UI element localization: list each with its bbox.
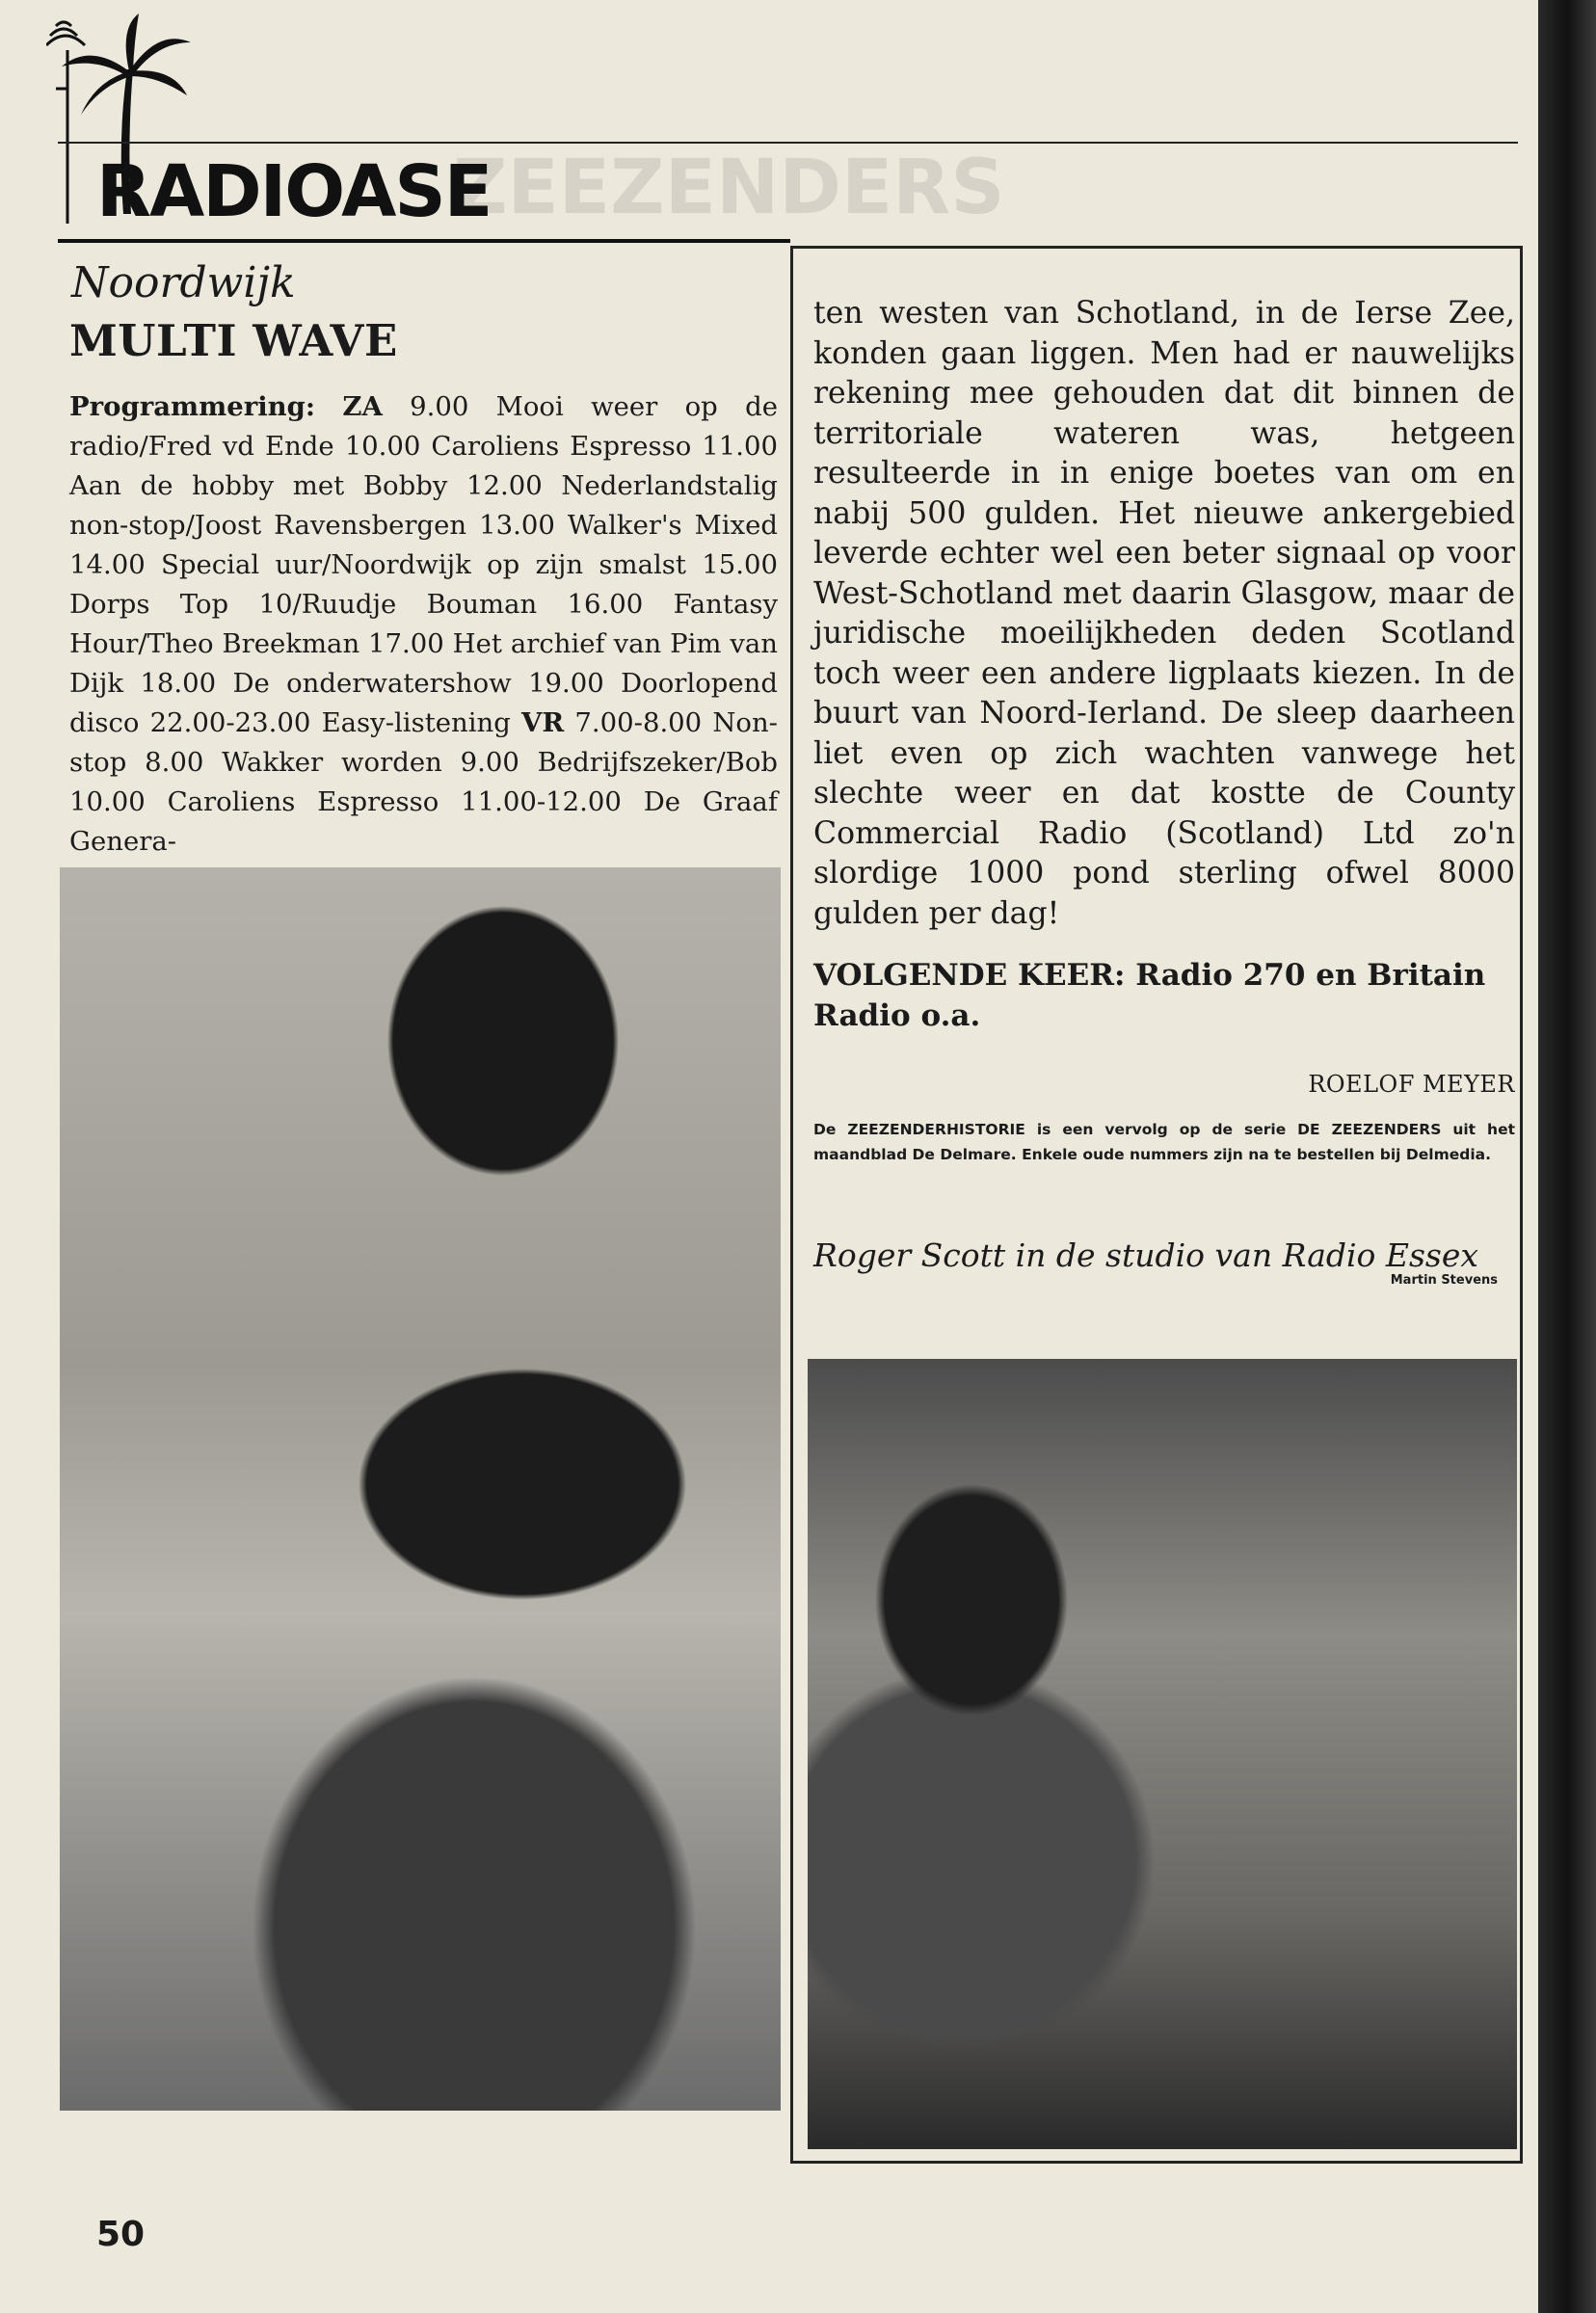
article-text: ten westen van Schotland, in de Ierse Zee, konden gaan liggen. Men had er nauwelijks rekening mee gehouden dat dit binnen de territoriale wateren was, hetgeen resulteerde in in enige boetes van om en nabij 500 gulden. Het nieuwe ankergebied leverde echter wel een beter signaal op voor West-Schotland met daarin Glasgow, maar de juridische moeilijkheden deden Scotland toch weer een andere ligplaats kiezen. In de buurt van Noord-Ierland. De sleep daarheen liet even op zich wachten vanwege het slechte weer en dat kostte de County Commercial Radio (Scotland) Ltd zo'n slordige 1000 pond sterling ofwel 8000 gulden per dag! xyxy=(813,296,1515,931)
studio-photo-right xyxy=(808,1359,1517,2149)
binding-edge xyxy=(1538,0,1596,2313)
series-note: De ZEEZENDERHISTORIE is een vervolg op de serie DE ZEEZENDERS uit het maandblad De Delmare. Enkele oude nummers zijn na te bestellen bij Delmedia. xyxy=(813,1121,1515,1163)
section-title: RADIOASE xyxy=(96,150,492,233)
photo-caption: Roger Scott in de studio van Radio Essex xyxy=(813,1236,1479,1274)
program-listing xyxy=(69,387,778,862)
header-rule xyxy=(58,239,790,243)
next-time-heading: VOLGENDE KEER: Radio 270 en Britain Radio o.a. xyxy=(813,958,1486,1033)
page-number: 50 xyxy=(96,2215,146,2254)
place-name: Noordwijk xyxy=(71,258,296,307)
right-column xyxy=(813,294,1515,1288)
program-day-vr: VR xyxy=(521,707,565,738)
bleed-through-text: ZEEZENDERS xyxy=(453,145,1005,231)
program-label: Programmering: xyxy=(69,391,316,422)
program-text-za: 9.00 Mooi weer op de radio/Fred vd Ende 10.00 Caroliens Espresso 11.00 Aan de hobby met Bobby 12.00 Nederlandstalig non-stop/Joost Ravensbergen 13.00 Walker's Mixed 14.00 Special uur/Noordwijk op zijn smalst 15.00 Dorps Top 10/Ruudje Bouman 16.00 Fantasy Hour/Theo Breekman 17.00 Het archief van Pim van Dijk 18.00 De onderwatershow 19.00 Doorlopend disco 22.00-23.00 Easy-listening xyxy=(69,391,778,738)
studio-photo-left xyxy=(60,867,781,2111)
top-rule xyxy=(58,142,1518,144)
station-name: MULTI WAVE xyxy=(69,315,398,366)
program-day-za: ZA xyxy=(342,391,383,422)
photo-credit: Martin Stevens xyxy=(1390,1273,1498,1288)
author-name: ROELOF MEYER xyxy=(1308,1071,1515,1098)
program-text-vr: 7.00-8.00 Non-stop 8.00 Wakker worden 9.00 Bedrijfszeker/Bob 10.00 Caroliens Espresso 11.00-12.00 De Graaf Genera- xyxy=(69,707,778,857)
left-column xyxy=(60,258,781,862)
